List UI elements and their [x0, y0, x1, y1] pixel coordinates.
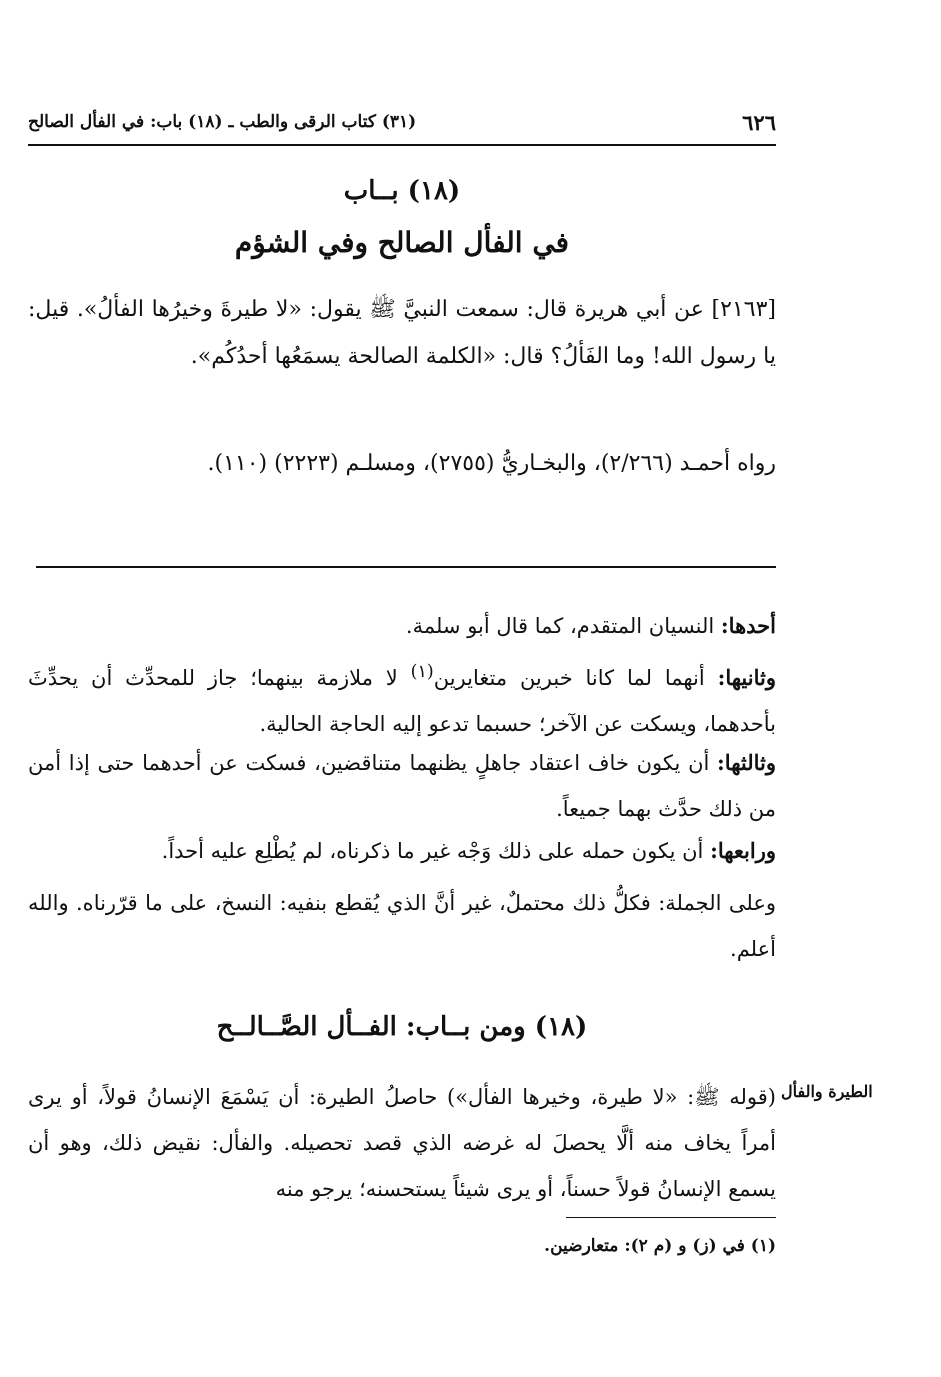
- footnote-rule: [566, 1217, 776, 1218]
- commentary-paragraph: [28, 603, 776, 649]
- footnote: (١) في (ز) و (م ٢): متعارضين.: [544, 1236, 776, 1256]
- page-number: ٦٢٦: [742, 110, 776, 135]
- margin-note: الطيرة والفأل: [781, 1082, 873, 1101]
- running-title: (٣١) كتاب الرقى والطب ـ (١٨) باب: في الفأل الصالح: [28, 112, 417, 132]
- hadith-text: [٢١٦٣] عن أبي هريرة قال: سمعت النبيَّ ﷺ يقول: «لا طيرةَ وخيرُها الفألُ». قيل: يا رسول الله! وما الفَألُ؟ قال: «الكلمة الصالحة يسمَعُها أحدُكُم».: [28, 297, 776, 369]
- paragraph-lead: وثانيها:: [717, 665, 776, 690]
- paragraph-lead: أحدها:: [720, 613, 776, 638]
- paragraph-text: لا ملازمة بينهما؛ جاز للمحدِّث أن يحدِّثَ بأحدهما، ويسكت عن الآخر؛ حسبما تدعو إليه الحاجة الحالية.: [28, 666, 776, 736]
- header-rule: [28, 144, 776, 146]
- paragraph-text: وعلى الجملة: فكلُّ ذلك محتملٌ، غير أنَّ الذي يُقطع بنفيه: النسخ، على ما قرّرناه. والله أعلم.: [28, 891, 776, 961]
- paragraph-text: أنهما لما كانا خبرين متغايرين: [433, 666, 718, 690]
- paragraph-text: النسيان المتقدم، كما قال أبو سلمة.: [405, 614, 721, 638]
- page-header: [28, 104, 776, 146]
- paragraph-lead: وثالثها:: [717, 750, 776, 775]
- section-title: (١٨) ومن بــاب: الفــأل الصَّــالــح: [216, 1012, 588, 1042]
- chapter-title: في الفأل الصالح وفي الشؤم: [234, 226, 570, 259]
- paragraph-text: أن يكون حمله على ذلك وَجْه غير ما ذكرناه، لم يُطْلِع عليه أحداً.: [161, 839, 711, 863]
- paragraph-text: أن يكون خاف اعتقاد جاهلٍ يظنهما متناقضين، فسكت عن أحدهما حتى إذا أمن من ذلك حدَّث بهما جميعاً.: [28, 751, 776, 821]
- section-text: (قوله ﷺ: «لا طيرة، وخيرها الفأل») حاصلُ الطيرة: أن يَسْمَعَ الإنسانُ قولاً، أو يرى أمراً يخاف منه ألَّا يحصلَ له غرضه الذي قصد تحصيله. والفأل: نقيض ذلك، وهو أن يسمع الإنسانُ قولاً حسناً، أو يرى شيئاً يستحسنه؛ يرجو منه: [28, 1085, 776, 1201]
- footnote-marker: (١): [410, 662, 434, 682]
- hadith-takhrij: رواه أحمـد (٢/٢٦٦)، والبخـاريُّ (٢٧٥٥)، ومسلـم (٢٢٢٣) (١١٠).: [207, 451, 776, 476]
- commentary-paragraph: [28, 740, 776, 832]
- paragraph-lead: ورابعها:: [710, 838, 776, 863]
- commentary-paragraph: [28, 828, 776, 874]
- commentary-paragraph: [28, 649, 776, 747]
- commentary-paragraph: [28, 880, 776, 972]
- section-divider: [36, 566, 776, 568]
- chapter-number: (١٨) بــاب: [343, 176, 461, 206]
